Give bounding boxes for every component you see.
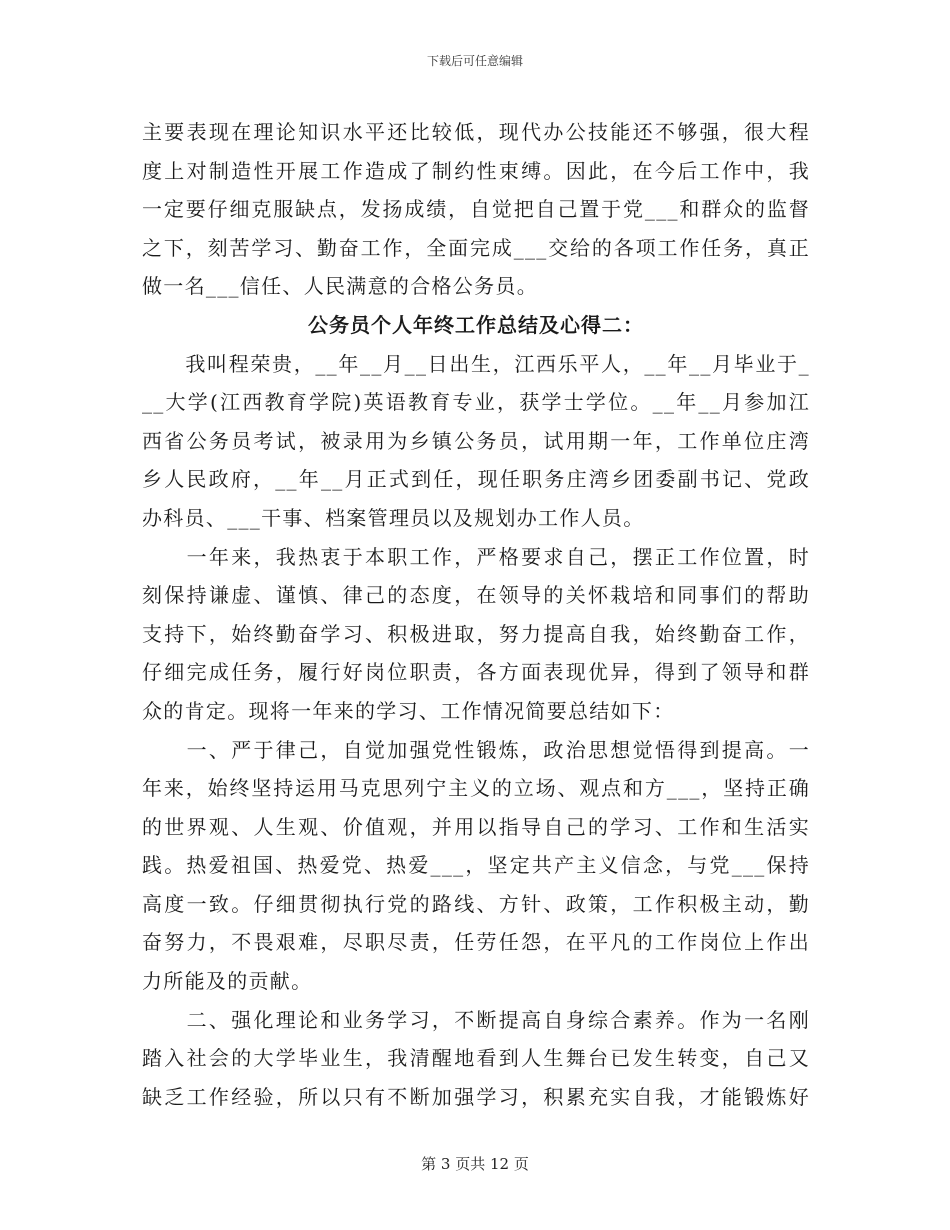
text-line: 踏入社会的大学毕业生，我清醒地看到人生舞台已发生转变，自己又 bbox=[142, 1046, 810, 1071]
page-footer: 第 3 页共 12 页 bbox=[421, 1155, 529, 1173]
text-line: 践。热爱祖国、热爱党、热爱___，坚定共产主义信念，与党___保持 bbox=[142, 853, 810, 878]
text-line: 刻保持谦虚、谨慎、律己的态度，在领导的关怀栽培和同事们的帮助 bbox=[142, 583, 810, 608]
text-line: 仔细完成任务，履行好岗位职责，各方面表现优异，得到了领导和群 bbox=[142, 660, 810, 685]
text-line: 一定要仔细克服缺点，发扬成绩，自觉把自己置于党___和群众的监督 bbox=[142, 197, 810, 222]
text-line: 众的肯定。现将一年来的学习、工作情况简要总结如下： bbox=[142, 698, 675, 723]
text-line: 之下，刻苦学习、勤奋工作，全面完成___交给的各项工作任务，真正 bbox=[142, 235, 810, 260]
text-line: 缺乏工作经验，所以只有不断加强学习，积累充实自我，才能锻炼好 bbox=[142, 1084, 810, 1109]
page-header: 下载后可任意编辑 bbox=[426, 54, 523, 68]
text-line: 支持下，始终勤奋学习、积极进取，努力提高自我，始终勤奋工作， bbox=[142, 621, 810, 646]
text-line: 力所能及的贡献。 bbox=[142, 969, 313, 994]
text-line: 度上对制造性开展工作造成了制约性束缚。因此，在今后工作中，我 bbox=[142, 158, 810, 183]
text-line: __大学(江西教育学院)英语教育专业，获学士学位。__年__月参加江 bbox=[142, 390, 810, 415]
text-line: 我叫程荣贵，__年__月__日出生，江西乐平人，__年__月毕业于_ bbox=[142, 351, 810, 376]
text-line: 奋努力，不畏艰难，尽职尽责，任劳任怨，在平凡的工作岗位上作出 bbox=[142, 930, 810, 955]
text-line: 高度一致。仔细贯彻执行党的路线、方针、政策，工作积极主动，勤 bbox=[142, 891, 810, 916]
section-heading: 公务员个人年终工作总结及心得二： bbox=[308, 312, 644, 337]
text-line: 年来，始终坚持运用马克思列宁主义的立场、观点和方___，坚持正确 bbox=[142, 776, 810, 801]
text-line: 乡人民政府，__年__月正式到任，现任职务庄湾乡团委副书记、党政 bbox=[142, 467, 810, 492]
document-body bbox=[142, 113, 810, 1116]
text-line: 一年来，我热衷于本职工作，严格要求自己，摆正工作位置，时 bbox=[142, 544, 810, 569]
text-line: 西省公务员考试，被录用为乡镇公务员，试用期一年，工作单位庄湾 bbox=[142, 428, 810, 453]
text-line: 办科员、___干事、档案管理员以及规划办工作人员。 bbox=[142, 505, 645, 530]
text-line: 做一名___信任、人民满意的合格公务员。 bbox=[142, 274, 538, 299]
text-line: 一、严于律己，自觉加强党性锻炼，政治思想觉悟得到提高。一 bbox=[142, 737, 810, 762]
text-line: 二、强化理论和业务学习，不断提高自身综合素养。作为一名刚 bbox=[142, 1007, 810, 1032]
text-line: 的世界观、人生观、价值观，并用以指导自己的学习、工作和生活实 bbox=[142, 814, 810, 839]
text-line: 主要表现在理论知识水平还比较低，现代办公技能还不够强，很大程 bbox=[142, 120, 810, 144]
